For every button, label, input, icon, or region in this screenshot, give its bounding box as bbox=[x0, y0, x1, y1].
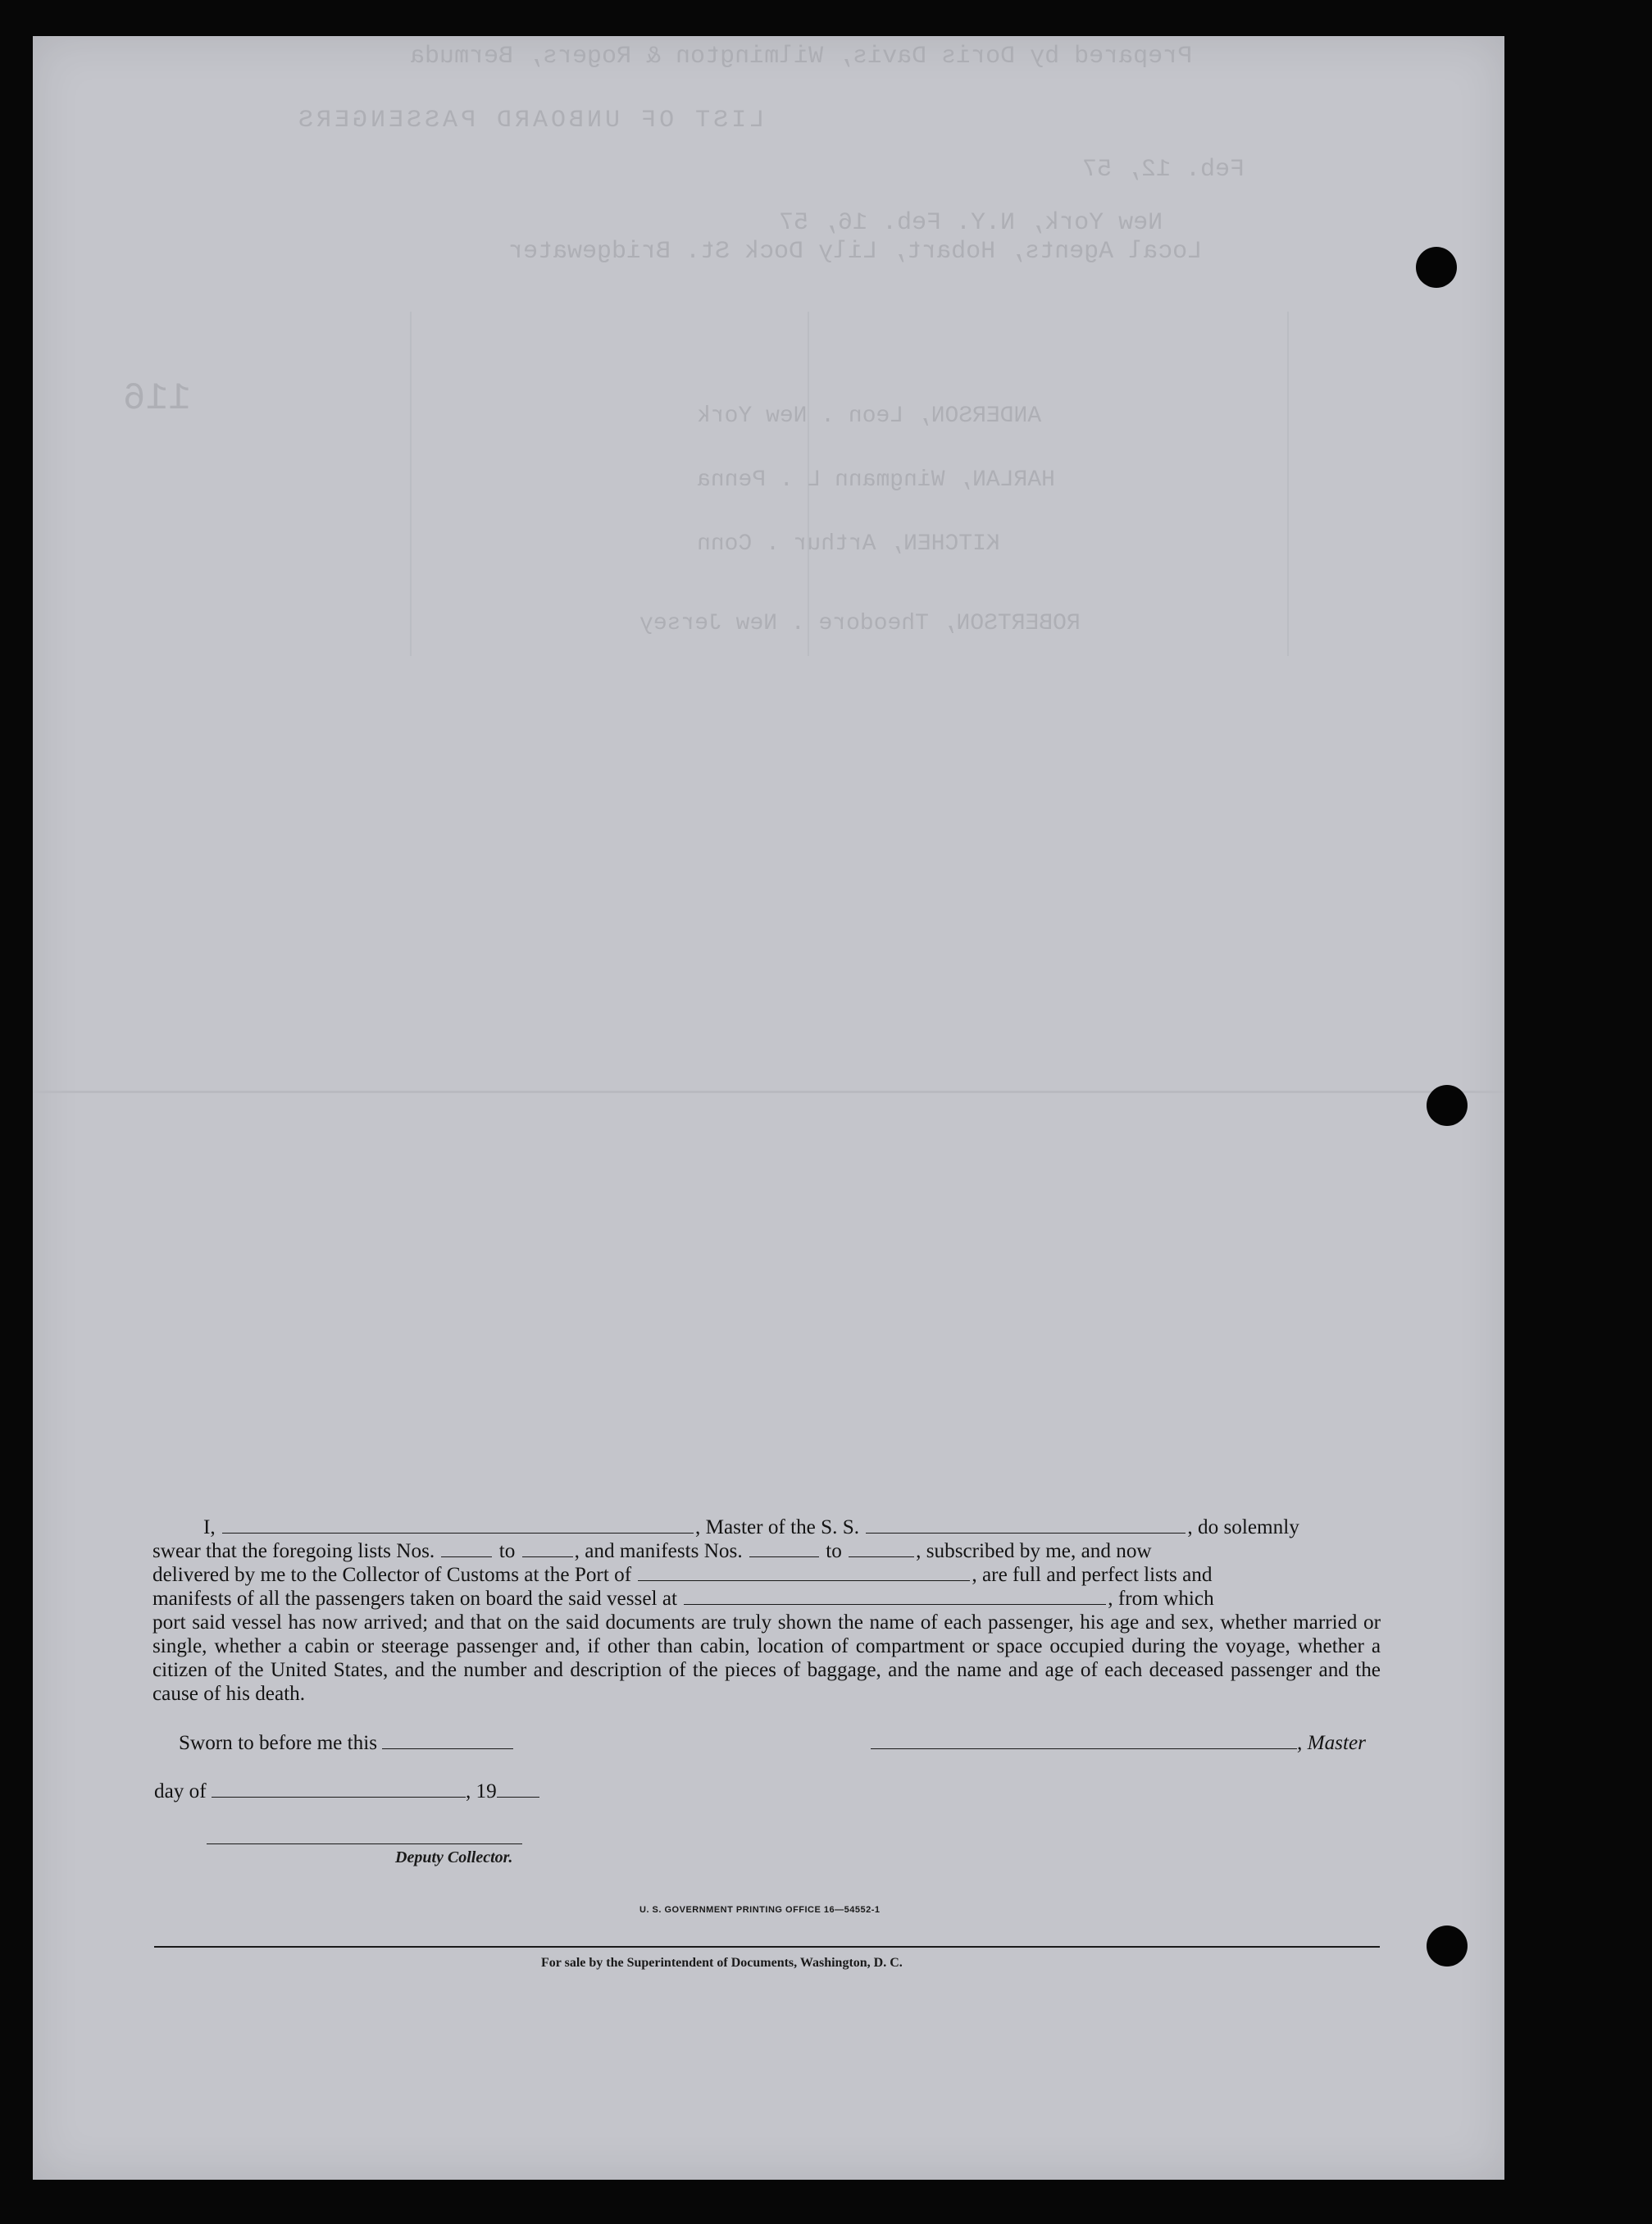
page-fold bbox=[33, 1091, 1504, 1093]
list-to-blank bbox=[522, 1540, 573, 1557]
oath-text: to bbox=[498, 1540, 516, 1562]
master-signature-row bbox=[871, 1732, 1366, 1755]
oath-text: , and manifests Nos. bbox=[574, 1540, 743, 1562]
day-of-row bbox=[154, 1780, 539, 1803]
vessel-name-blank bbox=[866, 1516, 1186, 1534]
manifest-to-blank bbox=[849, 1540, 914, 1557]
oath-text: I, bbox=[203, 1516, 216, 1538]
oath-body: port said vessel has now arrived; and that on the said documents are truly shown the name of each passenger, his age and sex, whether married or single, whether a cabin or steerage passenger and, if other than cabin, location of compartment or space occupied during the voyage, whether a citizen of the United States, and the number and description of the pieces of baggage, and the name and age of each deceased passenger and the cause of his death. bbox=[152, 1611, 1381, 1705]
list-from-blank bbox=[441, 1540, 492, 1557]
punch-hole bbox=[1416, 247, 1457, 288]
oath-text: , from which bbox=[1108, 1588, 1214, 1610]
year-prefix: , 19 bbox=[465, 1780, 497, 1802]
master-label: , Master bbox=[1297, 1732, 1366, 1754]
footer-rule bbox=[154, 1946, 1380, 1948]
printing-office-imprint: U. S. GOVERNMENT PRINTING OFFICE 16—54552-1 bbox=[639, 1905, 881, 1915]
bleed-row: HARLAN, Wingmann L . Penna bbox=[697, 467, 1055, 493]
oath-text: swear that the foregoing lists Nos. bbox=[152, 1540, 435, 1562]
oath-text: to bbox=[826, 1540, 842, 1562]
oath-text: manifests of all the passengers taken on board the said vessel at bbox=[152, 1588, 677, 1610]
bleed-column-rule bbox=[410, 312, 412, 656]
deputy-collector-label: Deputy Collector. bbox=[395, 1848, 513, 1866]
bleed-column-rule bbox=[1287, 312, 1289, 656]
oath-text: , Master of the S. S. bbox=[694, 1516, 860, 1538]
oath-paragraph bbox=[152, 1515, 1381, 1706]
day-of-text: day of bbox=[154, 1780, 207, 1802]
bleed-row: KITCHEN, Arthur . Conn bbox=[697, 531, 1000, 557]
bleed-agent-line: Local Agents, Hobart, Lily Dock St. Bridgewater bbox=[508, 238, 1203, 266]
bleed-row: ANDERSON, Leon . New York bbox=[697, 403, 1042, 429]
bleed-date-b: New York, N.Y. Feb. 16, 57 bbox=[779, 209, 1163, 237]
master-name-blank bbox=[222, 1516, 694, 1534]
sworn-text: Sworn to before me this bbox=[179, 1732, 378, 1754]
bleed-row: ROBERTSON, Theodore . New Jersey bbox=[639, 611, 1081, 636]
document-page bbox=[33, 36, 1504, 2180]
oath-text: , subscribed by me, and now bbox=[916, 1540, 1152, 1562]
punch-hole bbox=[1427, 1925, 1468, 1967]
sworn-row bbox=[179, 1732, 513, 1755]
month-blank bbox=[212, 1782, 466, 1798]
port-blank bbox=[638, 1564, 970, 1581]
manifest-from-blank bbox=[749, 1540, 819, 1557]
bleed-title: LIST OF UNBOARD PASSENGERS bbox=[295, 107, 765, 134]
oath-text: delivered by me to the Collector of Customs at the Port of bbox=[152, 1564, 632, 1586]
master-signature-line bbox=[871, 1734, 1297, 1749]
punch-hole bbox=[1427, 1085, 1468, 1126]
bleed-date-a: Feb. 12, 57 bbox=[1082, 156, 1245, 184]
bleed-header-line: Prepared by Doris Davis, Wilmington & Rogers, Bermuda bbox=[410, 43, 1193, 71]
year-blank bbox=[497, 1782, 539, 1798]
oath-text: , do solemnly bbox=[1187, 1516, 1299, 1538]
sworn-day-blank bbox=[382, 1734, 513, 1749]
deputy-signature-line bbox=[207, 1843, 522, 1844]
for-sale-note: For sale by the Superintendent of Documents, Washington, D. C. bbox=[541, 1956, 903, 1970]
bleed-page-number: 116 bbox=[123, 377, 191, 420]
embarkation-blank bbox=[684, 1588, 1106, 1605]
oath-text: , are full and perfect lists and bbox=[972, 1564, 1213, 1586]
